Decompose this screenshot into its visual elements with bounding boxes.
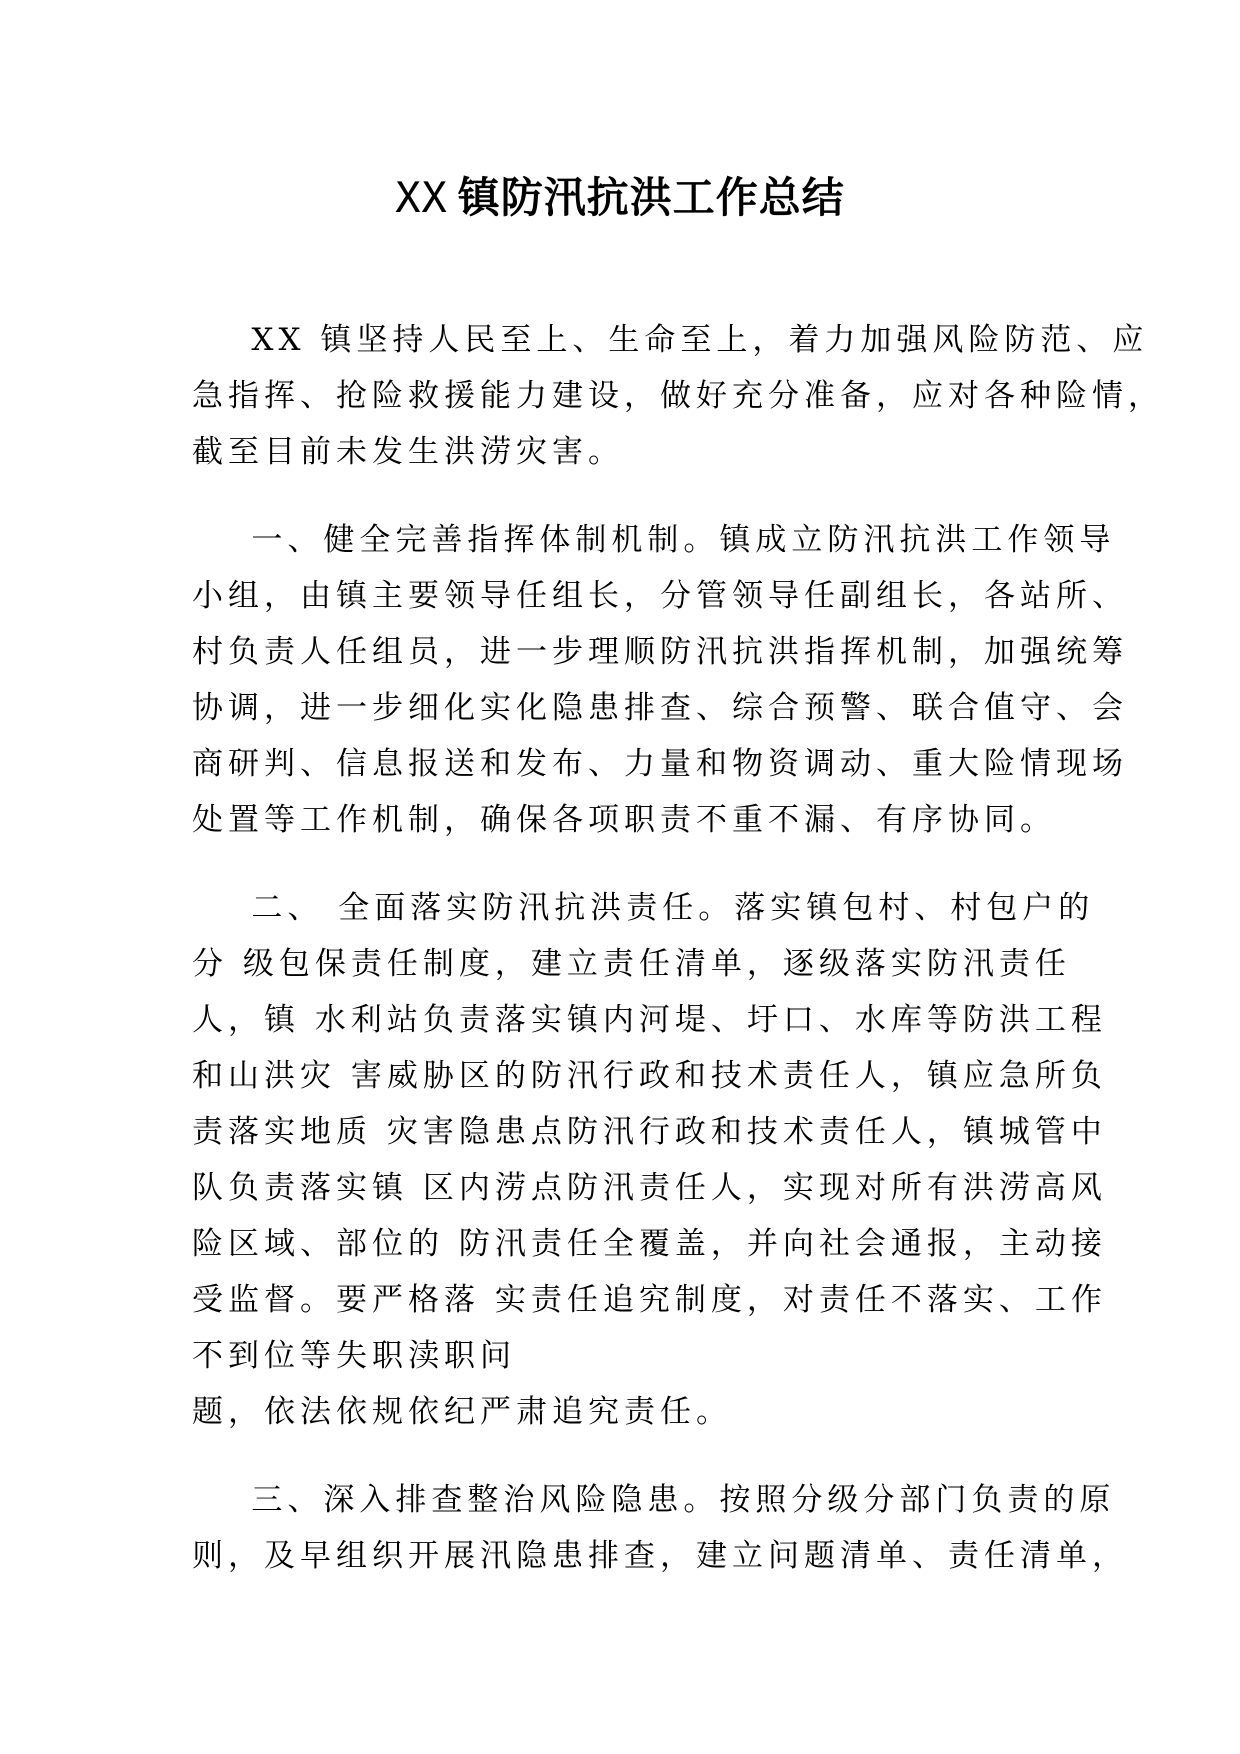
paragraph-line: 题，依法依规依纪严肃追究责任。	[192, 1394, 732, 1430]
paragraph-line: 小组，由镇主要领导任组长，分管领导任副组长，各站所、	[192, 578, 1128, 614]
paragraph-spacing	[192, 480, 1052, 512]
paragraph-line: 队负责落实镇 区内涝点防汛责任人，实现对所有洪涝高风	[192, 1170, 1107, 1206]
document-body	[192, 312, 1164, 1584]
paragraph-section-3	[192, 1472, 1128, 1584]
title-prefix: XX	[395, 173, 448, 222]
paragraph-line: 不到位等失职渎职问	[192, 1338, 516, 1374]
paragraph-line: 处置等工作机制，确保各项职责不重不漏、有序协同。	[192, 802, 1056, 838]
paragraph-line: 一、健全完善指挥体制机制。镇成立防汛抗洪工作领导	[192, 522, 1116, 558]
paragraph-line: 截至目前未发生洪涝灾害。	[192, 434, 624, 470]
document-title	[0, 168, 1240, 228]
paragraph-section-2	[192, 880, 1107, 1440]
paragraph-line: 分 级包保责任制度，建立责任清单，逐级落实防汛责任	[192, 946, 1071, 982]
paragraph-line: 人，镇 水利站负责落实镇内河堤、圩口、水库等防洪工程	[192, 1002, 1107, 1038]
paragraph-line: 险区域、部位的 防汛责任全覆盖，并向社会通报，主动接	[192, 1226, 1107, 1262]
paragraph-spacing	[192, 1440, 1052, 1472]
paragraph-line: 商研判、信息报送和发布、力量和物资调动、重大险情现场	[192, 746, 1128, 782]
paragraph-line: 急指挥、抢险救援能力建设，做好充分准备，应对各种险情，	[192, 378, 1164, 414]
paragraph-line: 和山洪灾 害威胁区的防汛行政和技术责任人，镇应急所负	[192, 1058, 1107, 1094]
paragraph-line: 受监督。要严格落 实责任追究制度，对责任不落实、工作	[192, 1282, 1107, 1318]
paragraph-line: 协调，进一步细化实化隐患排查、综合预警、联合值守、会	[192, 690, 1128, 726]
paragraph-line: 则，及早组织开展汛隐患排查，建立问题清单、责任清单，	[192, 1538, 1128, 1574]
paragraph-section-1	[192, 512, 1128, 848]
paragraph-line: 村负责人任组员，进一步理顺防汛抗洪指挥机制，加强统筹	[192, 634, 1128, 670]
title-main: 镇防汛抗洪工作总结	[457, 173, 845, 222]
paragraph-line: 责落实地质 灾害隐患点防汛行政和技术责任人，镇城管中	[192, 1114, 1107, 1150]
paragraph-spacing	[192, 848, 1052, 880]
paragraph-line: 三、深入排查整治风险隐患。按照分级分部门负责的原	[192, 1482, 1116, 1518]
paragraph-line: 二、 全面落实防汛抗洪责任。落实镇包村、村包户的	[192, 890, 1095, 926]
paragraph-line: XX 镇坚持人民至上、生命至上，着力加强风险防范、应	[192, 322, 1149, 358]
paragraph-intro	[192, 312, 1164, 480]
